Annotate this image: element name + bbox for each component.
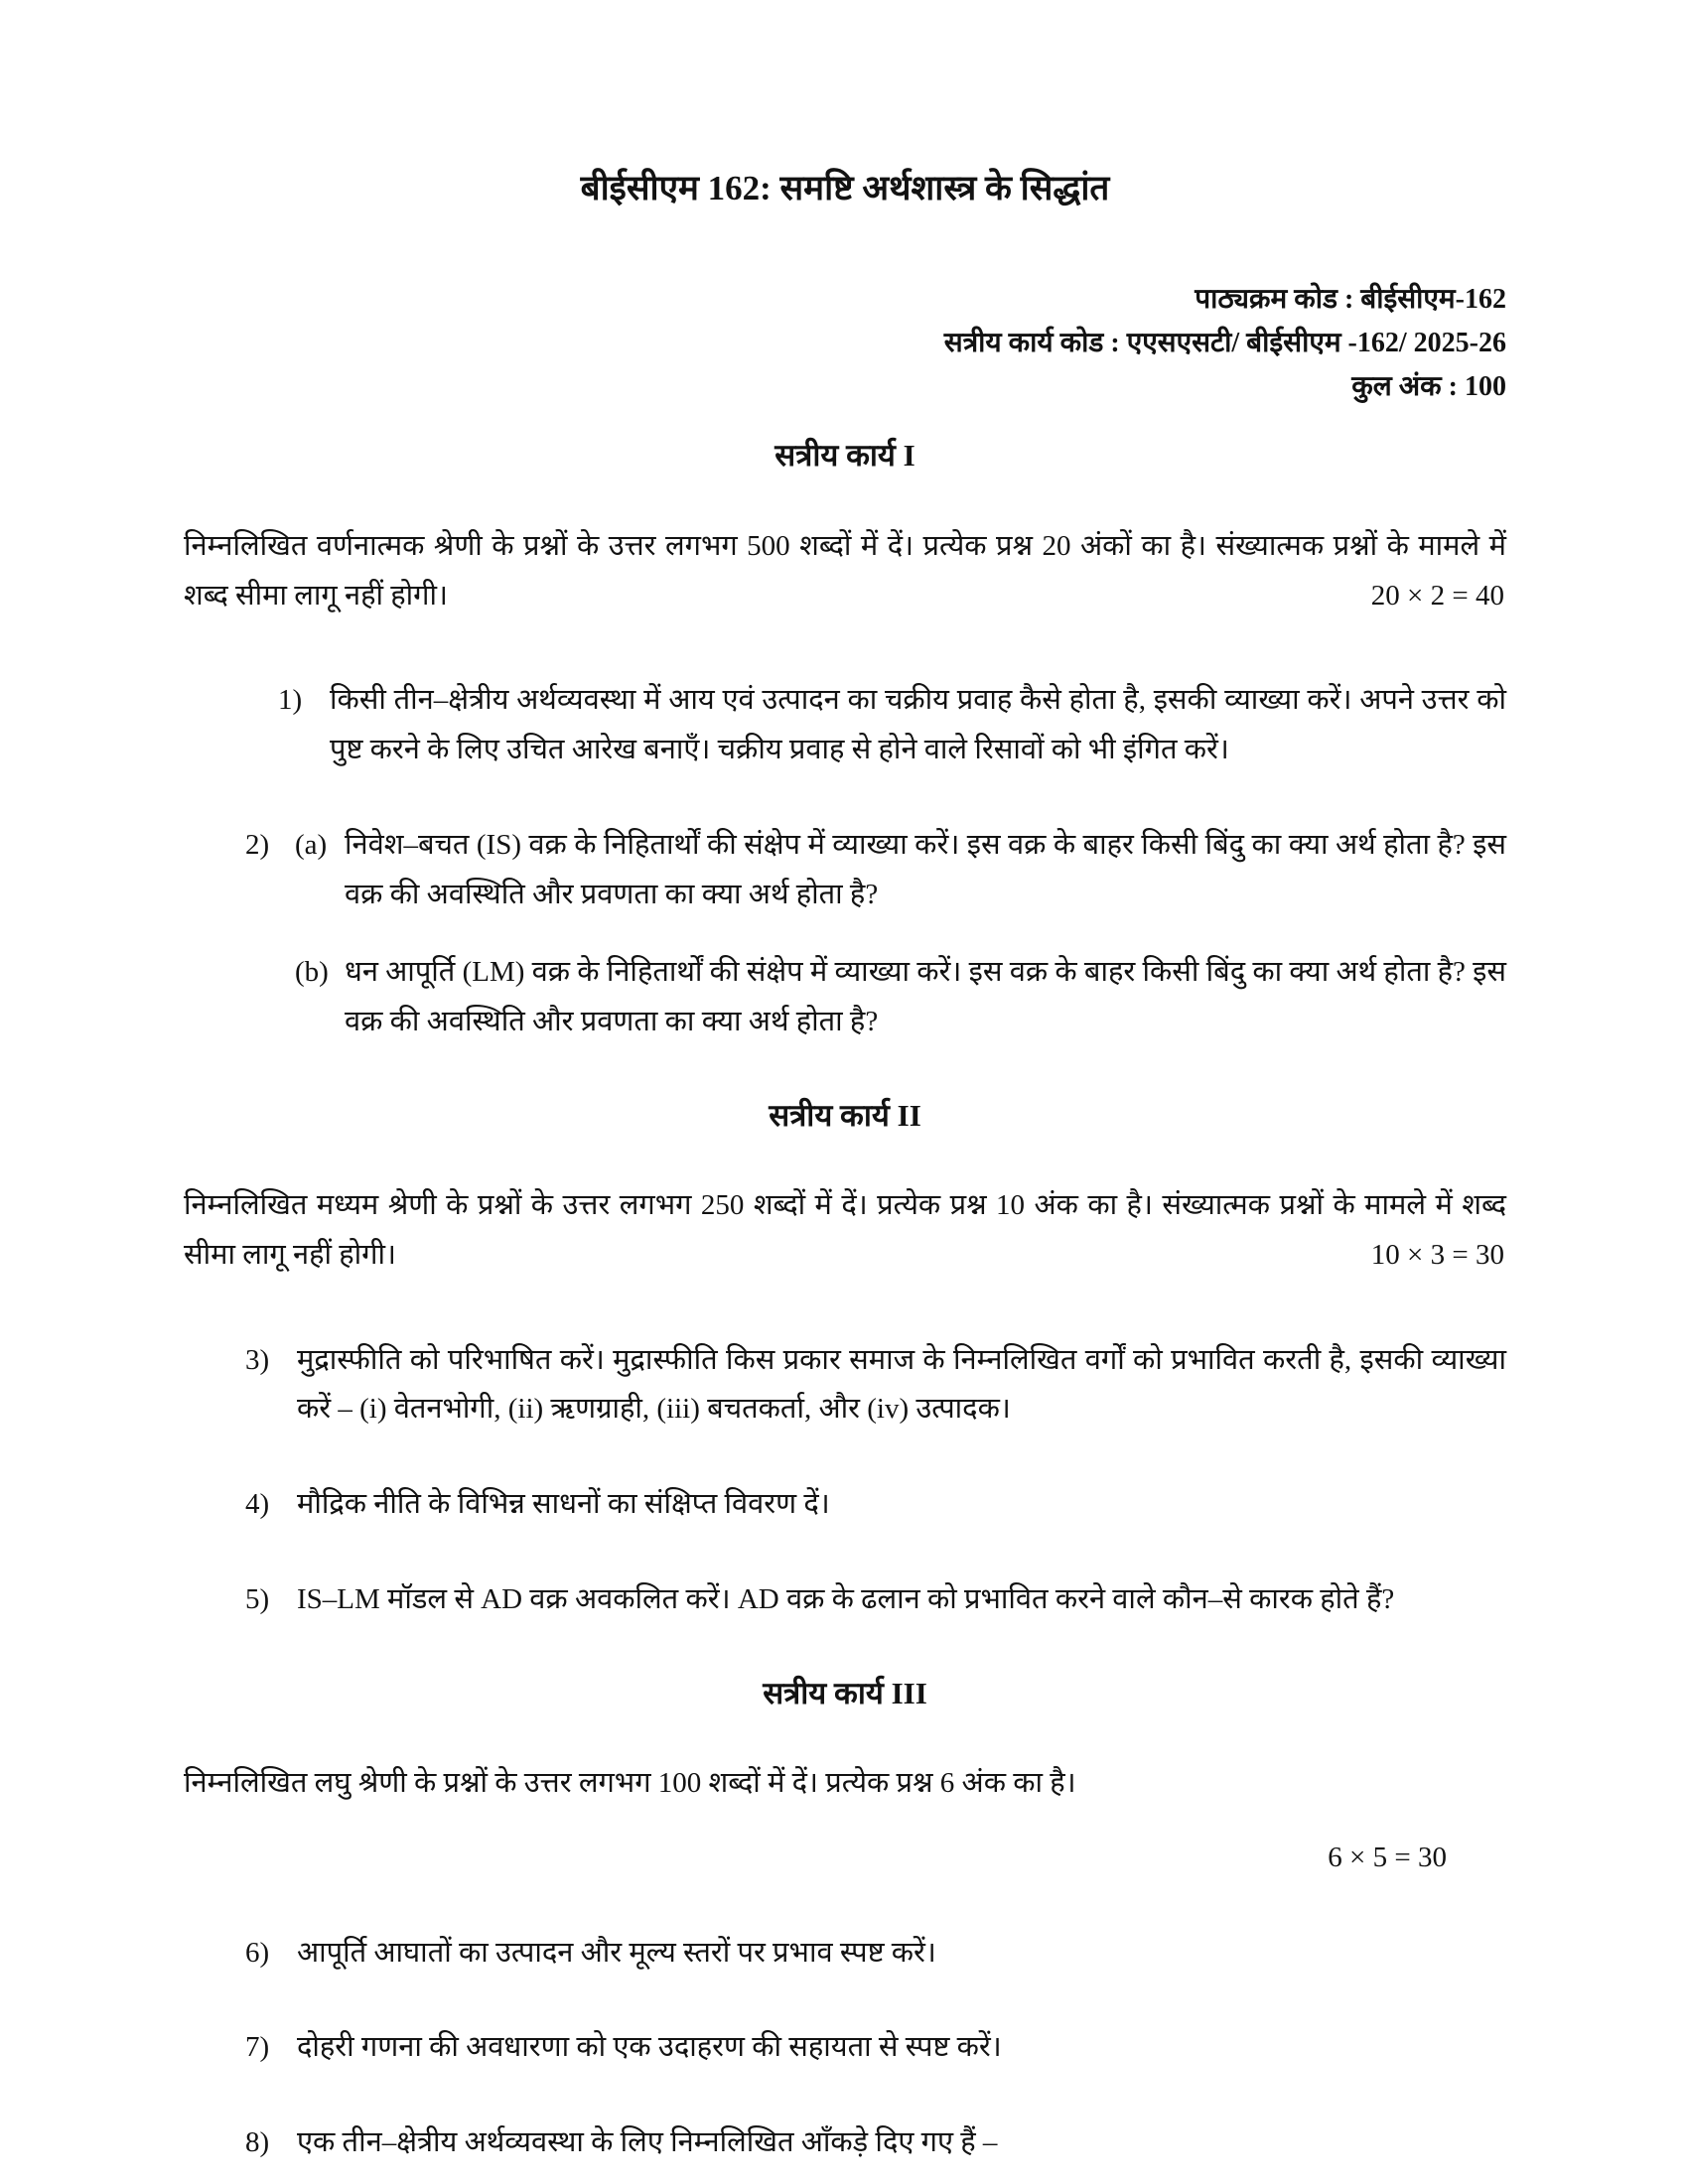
section-3-heading: सत्रीय कार्य III — [763, 1676, 927, 1711]
assignment-code-line: सत्रीय कार्य कोड : एएसएसटी/ बीईसीएम -162/ 2025-26 — [943, 327, 1506, 358]
section-2-intro — [184, 1181, 1506, 1281]
question-1-text: किसी तीन–क्षेत्रीय अर्थव्यवस्था में आय एवं उत्पादन का चक्रीय प्रवाह कैसे होता है, इसकी व्याख्या करें। अपने उत्तर को पुष्ट करने के लिए उचित आरेख बनाएँ। चक्रीय प्रवाह से होने वाले रिसावों को भी इंगित करें। — [330, 684, 1506, 766]
question-8 — [184, 2118, 1506, 2168]
question-2b — [184, 948, 1506, 1047]
question-2a-text: निवेश–बचत (IS) वक्र के निहितार्थों की संक्षेप में व्याख्या करें। इस वक्र के बाहर किसी बिंदु का क्या अर्थ होता है? इस वक्र की अवस्थिति और प्रवणता का क्या अर्थ होता है? — [345, 829, 1506, 911]
assignment-header — [184, 278, 1506, 410]
section-2-intro-text: निम्नलिखित मध्यम श्रेणी के प्रश्नों के उत्तर लगभग 250 शब्दों में दें। प्रत्येक प्रश्न 10 अंक का है। संख्यात्मक प्रश्नों के मामले में शब्द सीमा लागू नहीं होगी। — [184, 1188, 1506, 1271]
section-1-intro-text: निम्नलिखित वर्णनात्मक श्रेणी के प्रश्नों के उत्तर लगभग 500 शब्दों में दें। प्रत्येक प्रश्न 20 अंकों का है। संख्यात्मक प्रश्नों के मामले में शब्द सीमा लागू नहीं होगी। — [184, 529, 1506, 612]
question-3-text: मुद्रास्फीति को परिभाषित करें। मुद्रास्फीति किस प्रकार समाज के निम्नलिखित वर्गों को प्रभावित करती है, इसकी व्याख्या करें – (i) वेतनभोगी, (ii) ऋणग्राही, (iii) बचतकर्ता, और (iv) उत्पादक। — [297, 1343, 1506, 1426]
question-7-number: 7) — [245, 2031, 270, 2064]
question-6-text: आपूर्ति आघातों का उत्पादन और मूल्य स्तरों पर प्रभाव स्पष्ट करें। — [297, 1936, 936, 1969]
question-4 — [184, 1480, 1506, 1530]
question-1 — [184, 676, 1506, 775]
page-title: बीईसीएम 162: समष्टि अर्थशास्त्र के सिद्धांत — [580, 169, 1110, 207]
question-4-number: 4) — [245, 1488, 270, 1521]
question-5-number: 5) — [245, 1583, 270, 1616]
course-code-line: पाठ्यक्रम कोड : बीईसीएम-162 — [1195, 283, 1506, 315]
question-2b-text: धन आपूर्ति (LM) वक्र के निहितार्थों की संक्षेप में व्याख्या करें। इस वक्र के बाहर किसी बिंदु का क्या अर्थ होता है? इस वक्र की अवस्थिति और प्रवणता का क्या अर्थ होता है? — [345, 955, 1506, 1037]
section-3-marks: 6 × 5 = 30 — [1328, 1842, 1447, 1874]
question-2a — [184, 821, 1506, 920]
section-1-marks: 20 × 2 = 40 — [1370, 579, 1504, 612]
section-2-marks: 10 × 3 = 30 — [1370, 1238, 1504, 1271]
section-1-intro — [184, 522, 1506, 621]
question-5-text: IS–LM मॉडल से AD वक्र अवकलित करें। AD वक्र के ढलान को प्रभावित करने वाले कौन–से कारक होते हैं? — [297, 1583, 1395, 1616]
question-2b-label: (b) — [295, 955, 329, 988]
question-8-number: 8) — [245, 2126, 270, 2159]
question-2a-label: (a) — [295, 829, 328, 862]
question-1-number: 1) — [278, 684, 303, 717]
question-8-text: एक तीन–क्षेत्रीय अर्थव्यवस्था के लिए निम्नलिखित आँकड़े दिए गए हैं – — [297, 2126, 998, 2159]
section-1-heading: सत्रीय कार्य I — [774, 438, 915, 474]
question-3 — [184, 1336, 1506, 1435]
section-3-intro — [184, 1759, 1506, 1809]
question-6-number: 6) — [245, 1936, 270, 1969]
question-6 — [184, 1929, 1506, 1979]
section-3-intro-text: निम्नलिखित लघु श्रेणी के प्रश्नों के उत्तर लगभग 100 शब्दों में दें। प्रत्येक प्रश्न 6 अंक का है। — [184, 1767, 1076, 1800]
question-4-text: मौद्रिक नीति के विभिन्न साधनों का संक्षिप्त विवरण दें। — [297, 1488, 830, 1521]
question-5 — [184, 1575, 1506, 1625]
question-7-text: दोहरी गणना की अवधारणा को एक उदाहरण की सहायता से स्पष्ट करें। — [297, 2031, 1002, 2064]
question-3-number: 3) — [245, 1343, 270, 1376]
section-2-heading: सत्रीय कार्य II — [769, 1097, 921, 1133]
question-7 — [184, 2023, 1506, 2073]
question-2-number: 2) — [245, 829, 270, 862]
total-marks-line: कुल अंक : 100 — [1351, 371, 1506, 403]
